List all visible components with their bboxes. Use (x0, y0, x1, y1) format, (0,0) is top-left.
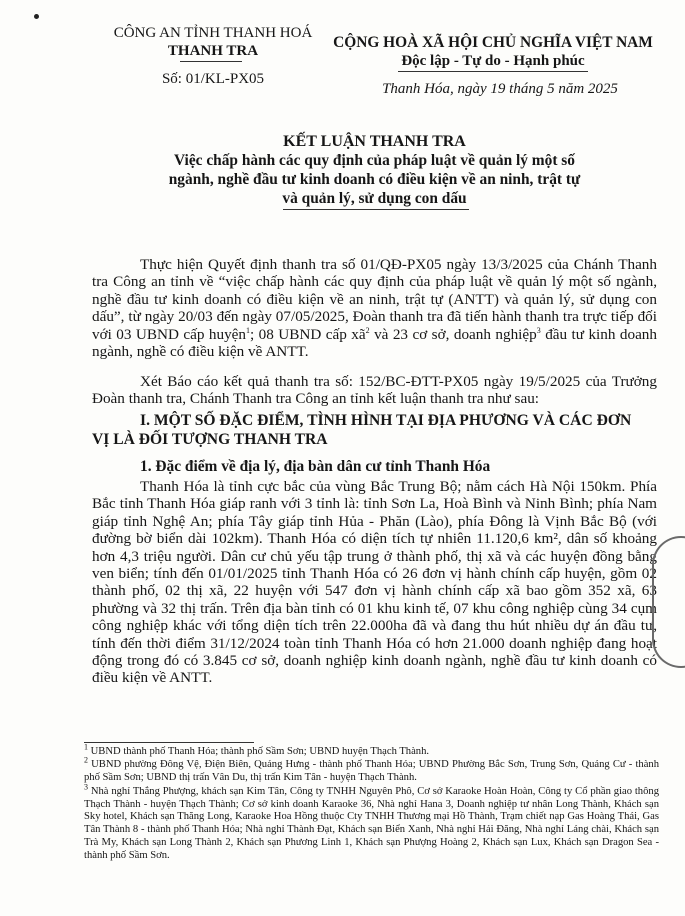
footnote-mark-2: 2 (84, 755, 88, 765)
scan-speck (34, 14, 39, 19)
footnote-1-text: UBND thành phố Thanh Hóa; thành phố Sầm Sơn; UBND huyện Thạch Thành. (88, 746, 430, 757)
document-subtitle-line-2: ngành, nghề đầu tư kinh doanh có điều kiện về an ninh, trật tự (168, 171, 581, 188)
footnote-2-text: UBND phường Đông Vệ, Điện Biên, Quảng Hưng - thành phố Thanh Hóa; UBND Phường Bắc Sơn, Trung Sơn, Quảng Cư - thành phố Sầm Sơn; UBND thị trấn Vân Du, thị trấn Kim Tân - huyện Thạch Thành. (84, 759, 659, 783)
intro-paragraph (92, 256, 657, 360)
section-heading-line-a: I. MỘT SỐ ĐẶC ĐIỂM, TÌNH HÌNH TẠI ĐỊA PHƯƠNG VÀ CÁC ĐƠN (140, 412, 632, 429)
date-line: Thanh Hóa, ngày 19 tháng 5 năm 2025 (382, 81, 618, 97)
country-name: CỘNG HOÀ XÃ HỘI CHỦ NGHĨA VIỆT NAM (333, 34, 653, 51)
department-underline (180, 61, 242, 62)
title-underline (283, 209, 469, 210)
document-title: KẾT LUẬN THANH TRA (283, 133, 466, 150)
intro-text-d: đầu tư kinh doanh ngành, nghề có điều kiện về ANTT. (92, 325, 657, 361)
footnote-mark-1: 1 (84, 742, 88, 752)
intro-text-c: và 23 cơ sở, doanh nghiệp (369, 325, 537, 343)
official-seal-edge (652, 536, 685, 668)
subsection-heading-1: 1. Đặc điểm về địa lý, địa bàn dân cư tỉnh Thanh Hóa (140, 458, 491, 475)
footnote-separator (84, 742, 254, 743)
footnote-3 (84, 782, 659, 862)
section-heading-1 (92, 411, 672, 430)
footnote-ref-2: 2 (365, 325, 370, 335)
geography-paragraph: Thanh Hóa là tỉnh cực bắc của vùng Bắc Trung Bộ; nằm cách Hà Nội 150km. Phía Bắc tỉnh Thanh Hóa giáp ranh với 3 tỉnh là: tỉnh Sơn La, Hoà Bình và Ninh Bình; phía Nam giáp tỉnh Nghệ An; phía Tây giáp tỉnh Hủa - Phăn (Lào), phía Đông là Vịnh Bắc Bộ (với đường bờ biển dài 102km). Thanh Hóa có diện tích tự nhiên 11.120,6 km², dân số khoảng hơn 4,3 triệu người. Dân cư chủ yếu tập trung ở thành phố, thị xã và các huyện đồng bằng ven biển; tính đến 01/01/2025 tỉnh Thanh Hóa có 26 đơn vị hành chính cấp huyện, gồm 02 thành phố, 02 thị xã, 22 huyện với 547 đơn vị hành chính cấp xã bao gồm 352 xã, 63 phường và 32 thị trấn. Trên địa bàn tỉnh có 01 khu kinh tế, 07 khu công nghiệp cùng 34 cụm công nghiệp khác với tổng diện tích trên 22.000ha đã và đang thu hút nhiều dự án đầu tư, tính đến thời điểm 31/12/2024 toàn tỉnh Thanh Hóa có hơn 21.000 doanh nghiệp đang hoạt động trong đó có 3.845 cơ sở, doanh nghiệp kinh doanh ngành, nghề đầu tư kinh doanh có điều kiện về ANTT. (92, 478, 657, 687)
report-paragraph: Xét Báo cáo kết quả thanh tra số: 152/BC-ĐTT-PX05 ngày 19/5/2025 của Trưởng Đoàn thanh tra, Chánh Thanh tra Công an tỉnh kết luận thanh tra như sau: (92, 373, 657, 408)
footnote-ref-1: 1 (246, 325, 251, 335)
section-heading-1-continued: VỊ LÀ ĐỐI TƯỢNG THANH TRA (92, 431, 328, 448)
footnote-2 (84, 755, 659, 784)
intro-text-a: Thực hiện Quyết định thanh tra số 01/QĐ-PX05 ngày 13/3/2025 của Chánh Thanh tra Công an tỉnh về “việc chấp hành các quy định của pháp luật về quản lý một số ngành, nghề đầu tư kinh doanh có điều kiện về an ninh, trật tự (ANTT) và quản lý, sử dụng con dấu”, từ ngày 20/03 đến ngày 07/05/2025, Đoàn thanh tra đã tiến hành thanh tra trực tiếp đối với 03 UBND cấp huyện (92, 256, 657, 343)
footnote-3-text: Nhà nghỉ Thắng Phượng, khách sạn Kim Tân, Công ty TNHH Nguyên Phô, Cơ sở Karaoke Hoàn Hoàn, Công ty Cổ phần giao thông Thạch Thành - huyện Thạch Thành; Cơ sở kinh doanh Karaoke 36, Nhà nghỉ Hana 3, Doanh nghiệp tư nhân Long Thành, Khách sạn Sky hotel, Khách sạn Thăng Long, Karaoke Hoa Hồng thuộc Cty TNHH Thương mại Hồ Thành, Trạm chiết nạp Gas Hoàng Thái, Gas Tân Thành 8 - thành phố Thanh Hóa; Nhà nghỉ Thành Đạt, Khách sạn Biển Xanh, Nhà nghỉ Hải Đăng, Nhà nghỉ Láng chài, Khách sạn Trà My, Khách sạn Long Thành 2, Khách sạn Phương Linh 1, Khách sạn Phượng Hoàng 2, Khách sạn Lux, Khách sạn Dragon Sea - thành phố Sầm Sơn. (84, 786, 659, 861)
department-name: THANH TRA (167, 43, 259, 59)
intro-text-b: ; 08 UBND cấp xã (250, 325, 366, 343)
footnote-1 (84, 742, 659, 759)
document-subtitle-line-3: và quản lý, sử dụng con dấu (282, 190, 467, 207)
national-motto: Độc lập - Tự do - Hạnh phúc (401, 53, 585, 69)
motto-underline (398, 71, 588, 72)
document-subtitle-line-1: Việc chấp hành các quy định của pháp luật về quản lý một số (174, 152, 575, 169)
agency-name: CÔNG AN TỈNH THANH HOÁ (113, 25, 313, 41)
document-number: Số: 01/KL-PX05 (161, 71, 265, 87)
footnote-mark-3: 3 (84, 782, 88, 792)
footnote-ref-3: 3 (536, 325, 541, 335)
